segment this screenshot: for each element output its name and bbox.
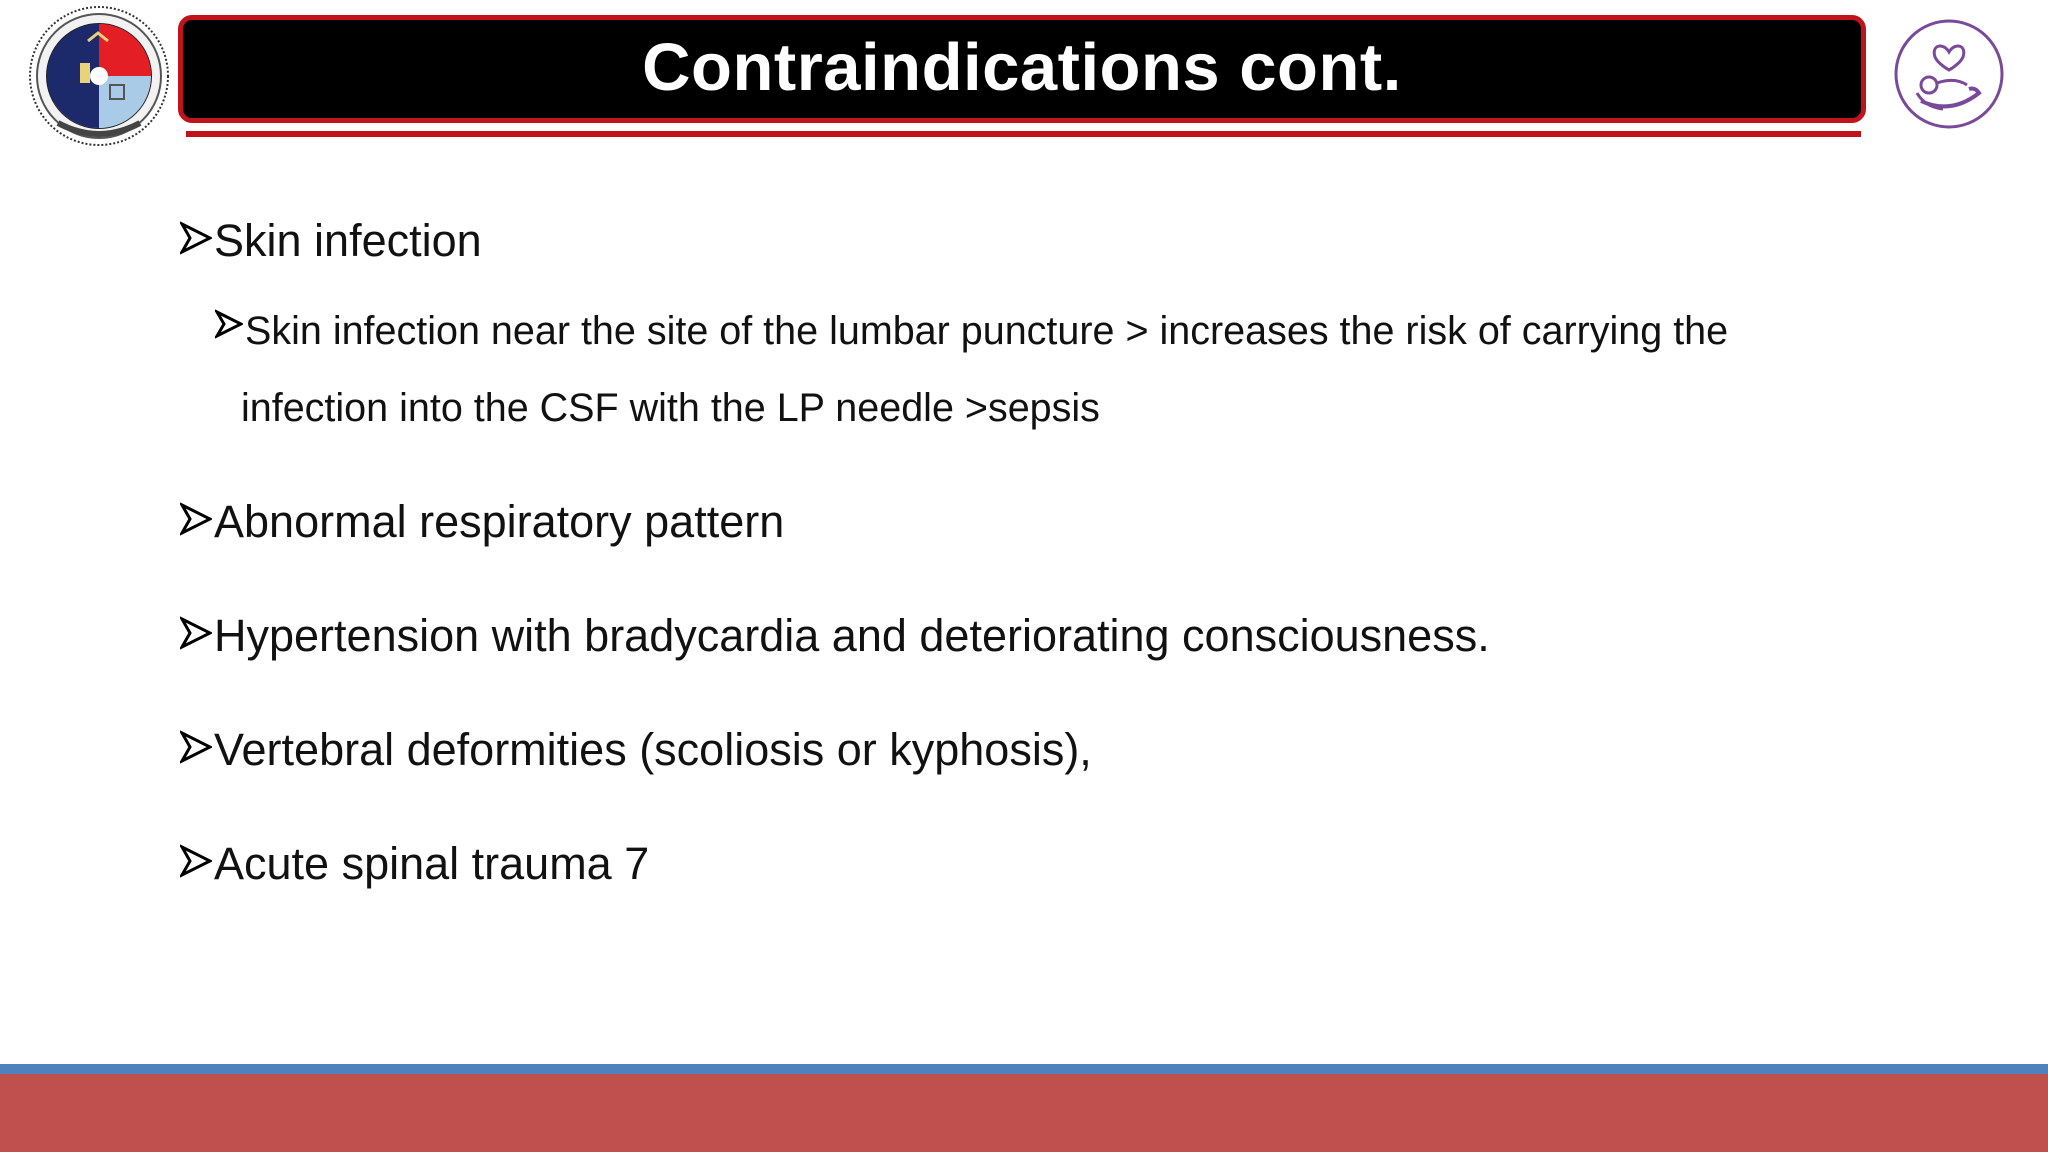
sub-bullet-line-1: Skin infection near the site of the lumbar puncture > increases the risk of carrying the bbox=[245, 309, 1729, 353]
slide-title: Contraindications cont. bbox=[642, 29, 1402, 105]
bullet-text: Skin infection bbox=[214, 215, 482, 266]
bullet-text: Vertebral deformities (scoliosis or kyphosis), bbox=[214, 724, 1092, 775]
arrow-bullet-icon bbox=[215, 309, 243, 339]
bullet-vertebral-deformities bbox=[180, 724, 1092, 776]
bullet-skin-infection bbox=[180, 215, 482, 267]
footer-red-band bbox=[0, 1074, 2048, 1152]
bullet-hypertension bbox=[180, 610, 1490, 662]
bullet-text: Hypertension with bradycardia and deteriorating consciousness. bbox=[214, 610, 1490, 661]
arrow-bullet-icon bbox=[180, 730, 212, 764]
bullet-abnormal-respiratory bbox=[180, 496, 784, 548]
bullet-text: Abnormal respiratory pattern bbox=[214, 496, 785, 547]
arrow-bullet-icon bbox=[180, 221, 212, 255]
sub-bullet-skin-infection-detail bbox=[215, 293, 1728, 447]
arrow-bullet-icon bbox=[180, 616, 212, 650]
bullet-text: Acute spinal trauma 7 bbox=[214, 838, 650, 889]
sub-bullet-line-2: infection into the CSF with the LP needle >sepsis bbox=[241, 386, 1100, 430]
footer-blue-band bbox=[0, 1064, 2048, 1074]
arrow-bullet-icon bbox=[180, 502, 212, 536]
bullet-acute-spinal-trauma bbox=[180, 838, 649, 890]
arrow-bullet-icon bbox=[180, 844, 212, 878]
